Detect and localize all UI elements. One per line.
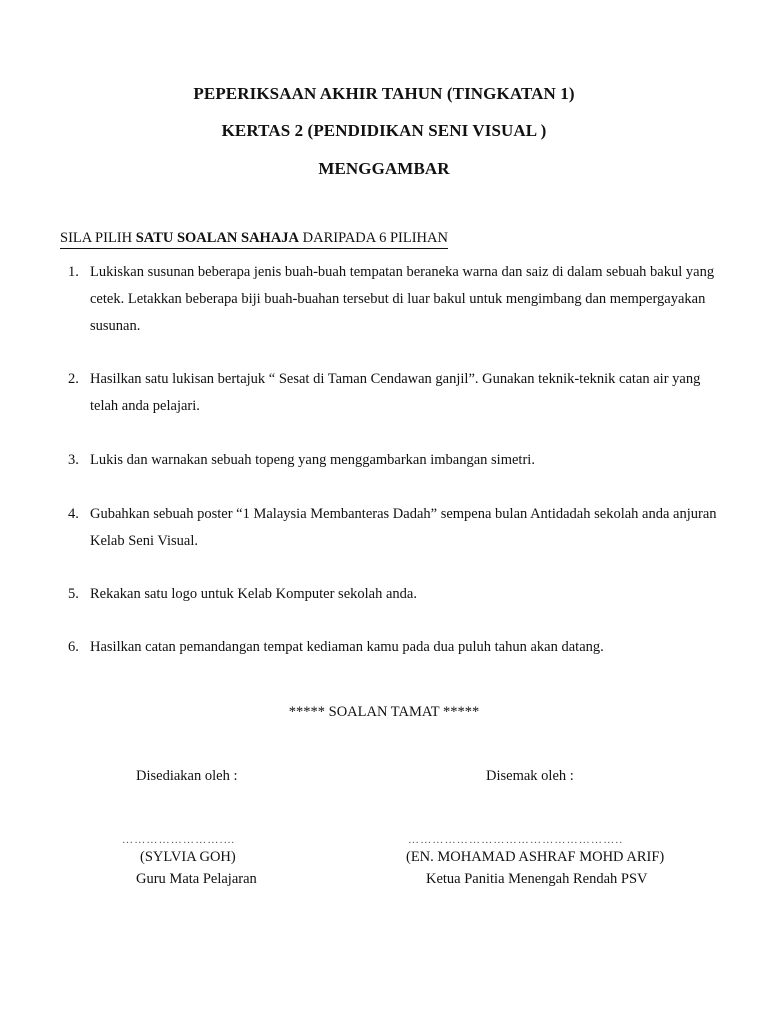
checked-signature-line: …………………………………………….. (408, 834, 624, 846)
exam-title: PEPERIKSAAN AKHIR TAHUN (TINGKATAN 1) (193, 84, 575, 103)
paper-section-title: MENGGAMBAR (318, 159, 450, 178)
prepared-by-title: Guru Mata Pelajaran (136, 871, 257, 887)
prepared-by-name: (SYLVIA GOH) (140, 849, 236, 865)
paper-subtitle: KERTAS 2 (PENDIDIKAN SENI VISUAL ) (221, 121, 547, 140)
question-number: 1. (68, 264, 79, 280)
instruction-emphasis: SATU SOALAN SAHAJA (135, 230, 300, 246)
question-item (68, 366, 728, 420)
question-text: Gubahkan sebuah poster “1 Malaysia Membanteras Dadah” sempena bulan Antidadah sekolah anda anjuran Kelab Seni Visual. (90, 506, 717, 549)
question-text: Rekakan satu logo untuk Kelab Komputer sekolah anda. (90, 586, 417, 602)
question-item (68, 581, 728, 608)
question-text: Lukiskan susunan beberapa jenis buah-buah tempatan beraneka warna dan saiz di dalam sebuah bakul yang cetek. Letakkan beberapa biji buah-buahan tersebut di luar bakul untuk mengimbang dan mempergayakan susunan. (90, 264, 715, 334)
question-item (68, 501, 728, 555)
instruction-part-1: SILA PILIH (60, 230, 136, 246)
checked-by-label: Disemak oleh : (486, 768, 574, 784)
question-text: Hasilkan catan pemandangan tempat kediaman kamu pada dua puluh tahun akan datang. (90, 639, 604, 655)
question-number: 5. (68, 586, 79, 602)
question-number: 4. (68, 506, 79, 522)
question-number: 2. (68, 371, 79, 387)
end-of-questions-marker: ***** SOALAN TAMAT ***** (288, 704, 480, 720)
checked-by-name: (EN. MOHAMAD ASHRAF MOHD ARIF) (406, 849, 665, 865)
checked-by-title: Ketua Panitia Menengah Rendah PSV (426, 871, 648, 887)
question-number: 6. (68, 639, 79, 655)
instruction-part-3: DARIPADA 6 PILIHAN (299, 230, 448, 246)
question-item (68, 634, 728, 661)
question-text: Lukis dan warnakan sebuah topeng yang menggambarkan imbangan simetri. (90, 452, 535, 468)
instruction-line (60, 230, 448, 249)
question-item (68, 259, 728, 340)
prepared-by-label: Disediakan oleh : (136, 768, 238, 784)
question-item (68, 447, 728, 474)
question-text: Hasilkan satu lukisan bertajuk “ Sesat di Taman Cendawan ganjil”. Gunakan teknik-teknik catan air yang telah anda pelajari. (90, 371, 701, 414)
prepared-signature-line: …………………….… (122, 834, 236, 846)
question-number: 3. (68, 452, 79, 468)
